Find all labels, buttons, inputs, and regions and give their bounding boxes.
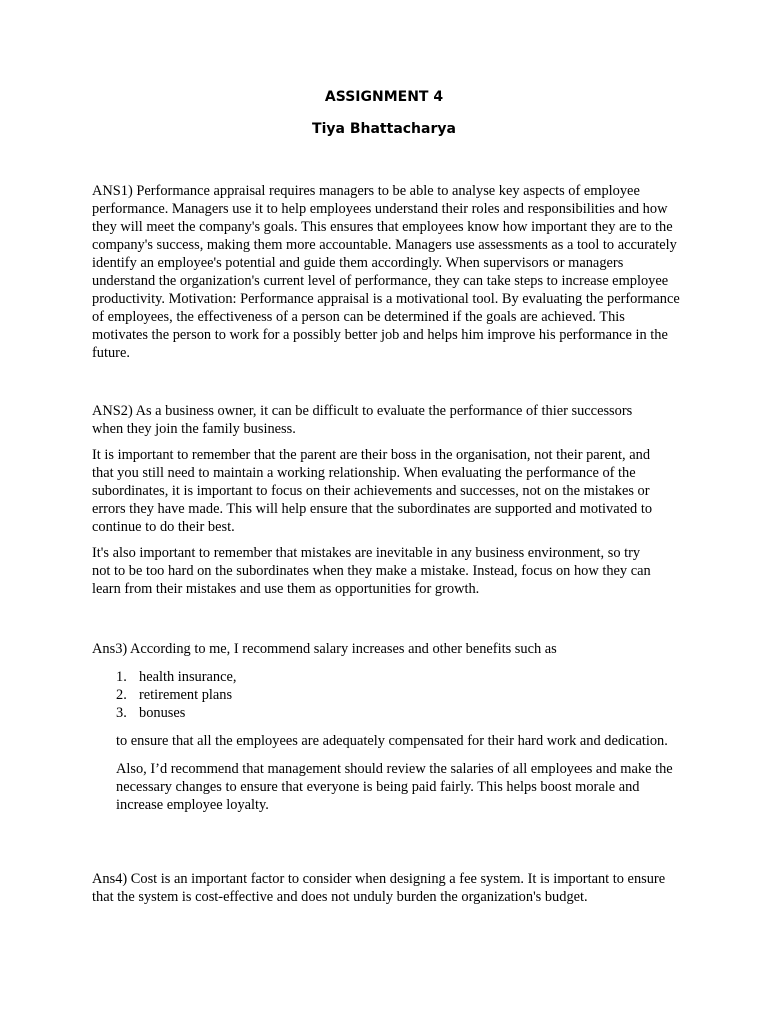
list-item	[92, 668, 682, 686]
answer-2	[92, 402, 652, 598]
answer-4	[92, 870, 682, 906]
answer-1-paragraph: ANS1) Performance appraisal requires managers to be able to analyse key aspects of employee performance. Managers use it to help employees understand their roles and responsibilities and how they will meet the company's goals. This ensures that employees know how important they are to the company's success, making them more accountable. Managers use assessments as a tool to accurately identify an employee's potential and guide them accordingly. When supervisors or managers understand the organization's current level of performance, they can take steps to increase employee productivity. Motivation: Performance appraisal is a motivational tool. By evaluating the performance of employees, the effectiveness of a person can be determined if the goals are achieved. This motivates the person to work for a possibly better job and helps him improve his performance in the future.	[92, 183, 680, 361]
list-item-text: health insurance,	[139, 669, 237, 685]
answer-2-paragraph-2: It is important to remember that the parent are their boss in the organisation, not their parent, and that you still need to maintain a working relationship. When evaluating the performance of the subordinates, it is important to focus on their achievements and successes, not on the mistakes or errors they have made. This will help ensure that the subordinates are supported and motivated to continue to do their best.	[92, 447, 653, 535]
benefits-list	[92, 668, 682, 722]
list-item	[92, 704, 682, 722]
list-item-number: 2.	[116, 687, 127, 703]
answer-2-paragraph-3: It's also important to remember that mistakes are inevitable in any business environment, so try not to be too hard on the subordinates when they make a mistake. Instead, focus on how they can learn from their mistakes and use them as opportunities for growth.	[92, 545, 651, 597]
answer-3	[92, 640, 682, 814]
answer-3-intro: Ans3) According to me, I recommend salary increases and other benefits such as	[92, 641, 557, 657]
answer-4-paragraph: Ans4) Cost is an important factor to consider when designing a fee system. It is important to ensure that the system is cost-effective and does not unduly burden the organization's budget.	[92, 871, 666, 905]
list-item-text: bonuses	[139, 705, 186, 721]
answer-2-paragraph-1: ANS2) As a business owner, it can be difficult to evaluate the performance of thier successors when they join the family business.	[92, 403, 633, 437]
answer-1	[92, 182, 682, 362]
author-name: Tiya Bhattacharya	[312, 121, 456, 137]
answer-3-closing: Also, I’d recommend that management should review the salaries of all employees and make the necessary changes to ensure that everyone is being paid fairly. This helps boost morale and increase employee loyalty.	[116, 761, 673, 813]
document-title: ASSIGNMENT 4	[324, 89, 444, 105]
answer-3-after-list: to ensure that all the employees are adequately compensated for their hard work and dedication.	[116, 733, 668, 749]
list-item-text: retirement plans	[139, 687, 233, 703]
list-item	[92, 686, 682, 704]
list-item-number: 3.	[116, 705, 127, 721]
list-item-number: 1.	[116, 669, 127, 685]
